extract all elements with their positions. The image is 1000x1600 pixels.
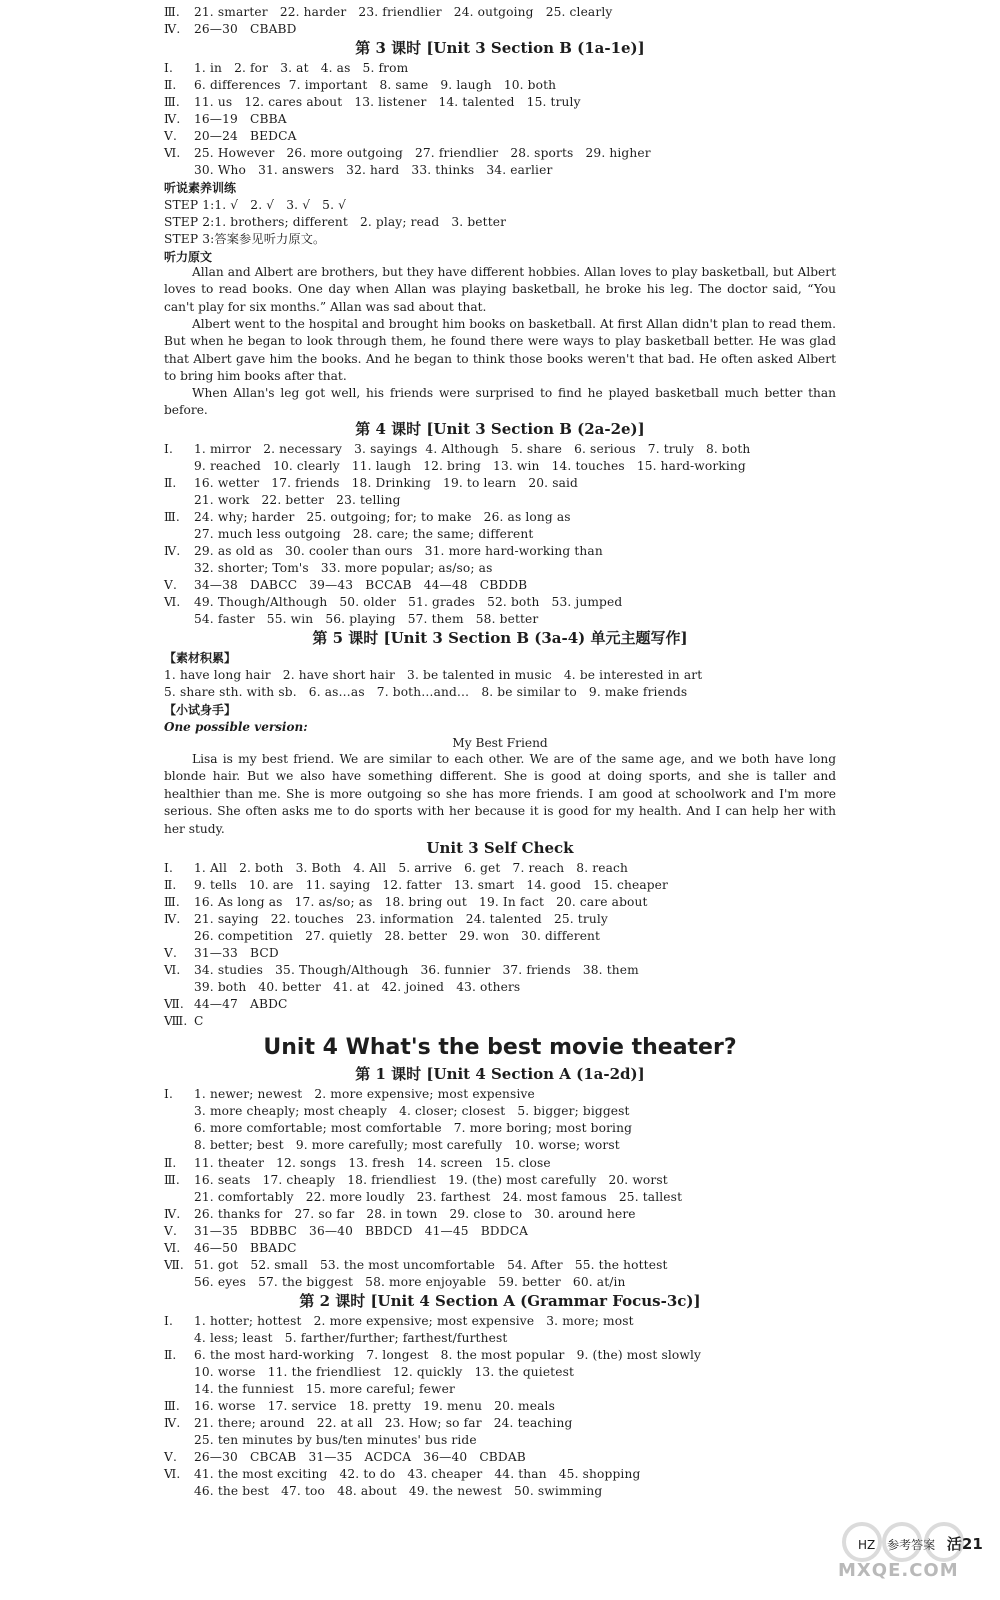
self-check-title: Unit 3 Self Check [426,839,574,857]
page-number: 活21 [946,1535,983,1553]
answer-line: Ⅰ. 1. hotter; hottest 2. more expensive; most expensive 3. more; most [164,1314,634,1328]
answer-line: 8. better; best 9. more carefully; most carefully 10. worse; worst [194,1138,620,1152]
footer-label: 参考答案 [887,1538,936,1552]
unit-4-heading: Unit 4 What's the best movie theater? [263,1035,737,1060]
book-code: HZ [858,1538,876,1552]
answer-line: Ⅲ. 16. seats 17. cheaply 18. friendliest 19. (the) most carefully 20. worst [164,1173,668,1187]
answer-line: Ⅳ. 16—19 CBBA [164,112,287,126]
phrase-line: 5. share sth. with sb. 6. as…as 7. both…and… 8. be similar to 9. make friends [164,685,688,699]
section-label: 听力原文 [164,250,213,264]
answer-line: Ⅲ. 21. smarter 22. harder 23. friendlier 24. outgoing 25. clearly [164,5,613,19]
answer-line: 6. more comfortable; most comfortable 7. more boring; most boring [194,1121,633,1135]
answer-line: Ⅲ. 24. why; harder 25. outgoing; for; to make 26. as long as [164,510,571,524]
answer-line: 32. shorter; Tom's 33. more popular; as/so; as [194,561,493,575]
answer-line: Ⅰ. 1. newer; newest 2. more expensive; most expensive [164,1087,535,1101]
essay-title: My Best Friend [452,736,548,750]
lesson-5-title: 第 5 课时 [Unit 3 Section B (3a-4) 单元主题写作] [312,629,688,647]
listening-paragraph: Allan and Albert are brothers, but they have different hobbies. Allan loves to play basketball, but Albert loves to read books. One day when Allan was playing basketball, he broke his leg. The doctor said, “You can't play for six months.” Allan was sad about that. [164,265,836,314]
unit-4-lesson-1-title: 第 1 课时 [Unit 4 Section A (1a-2d)] [355,1065,645,1083]
answer-line: 30. Who 31. answers 32. hard 33. thinks 34. earlier [194,163,553,177]
answer-line: Ⅰ. 1. mirror 2. necessary 3. sayings 4. Although 5. share 6. serious 7. truly 8. both [164,442,751,456]
watermark-text: MXQE.COM [838,1560,959,1581]
answer-line: Ⅵ. 41. the most exciting 42. to do 43. cheaper 44. than 45. shopping [164,1467,641,1481]
answer-line: 21. comfortably 22. more loudly 23. farthest 24. most famous 25. tallest [194,1190,683,1204]
lesson-3-title: 第 3 课时 [Unit 3 Section B (1a-1e)] [355,39,645,57]
section-label: 【素材积累】 [164,651,237,665]
answer-line: Ⅳ. 21. there; around 22. at all 23. How; so far 24. teaching [164,1416,573,1430]
answer-line: 14. the funniest 15. more careful; fewer [194,1382,455,1396]
section-label: 听说素养训练 [164,181,237,195]
answer-line: Ⅴ. 31—35 BDBBC 36—40 BBDCD 41—45 BDDCA [164,1224,529,1238]
answer-line: Ⅴ. 31—33 BCD [164,946,279,960]
unit-4-lesson-2-title: 第 2 课时 [Unit 4 Section A (Grammar Focus-3c)] [299,1292,701,1310]
answer-line: 25. ten minutes by bus/ten minutes' bus ride [194,1433,477,1447]
answer-line: Ⅰ. 1. in 2. for 3. at 4. as 5. from [164,61,409,75]
answer-line: Ⅶ. 44—47 ABDC [164,997,288,1011]
answer-line: 56. eyes 57. the biggest 58. more enjoyable 59. better 60. at/in [194,1275,626,1289]
lesson-4-title: 第 4 课时 [Unit 3 Section B (2a-2e)] [355,420,645,438]
answer-line: Ⅳ. 26—30 CBABD [164,22,297,36]
answer-line: 9. reached 10. clearly 11. laugh 12. bring 13. win 14. touches 15. hard-working [194,459,746,473]
answer-line: Ⅱ. 6. the most hard-working 7. longest 8. the most popular 9. (the) most slowly [164,1348,702,1362]
listening-paragraph: Albert went to the hospital and brought him books on basketball. At first Allan didn't plan to read them. But when he began to look through them, he found there were ways to play basketball better. He was glad that Albert gave him the books. And he began to think those books weren't that bad. He often asked Albert to bring him books after that. [164,317,836,384]
answer-line: Ⅷ. C [164,1014,204,1028]
answer-line: Ⅱ. 9. tells 10. are 11. saying 12. fatter 13. smart 14. good 15. cheaper [164,878,669,892]
answer-line: 21. work 22. better 23. telling [194,493,401,507]
answer-line: 39. both 40. better 41. at 42. joined 43. others [194,980,521,994]
listening-paragraph: When Allan's leg got well, his friends were surprised to find he played basketball much better than before. [164,386,836,418]
phrase-line: 1. have long hair 2. have short hair 3. be talented in music 4. be interested in art [164,668,703,682]
answer-line: Ⅲ. 16. As long as 17. as/so; as 18. bring out 19. In fact 20. care about [164,895,648,909]
answer-line: Ⅴ. 20—24 BEDCA [164,129,297,143]
step-line: STEP 1:1. √ 2. √ 3. √ 5. √ [164,198,347,212]
answer-line: Ⅵ. 46—50 BBADC [164,1241,297,1255]
answer-line: Ⅴ. 26—30 CBCAB 31—35 ACDCA 36—40 CBDAB [164,1450,526,1464]
answer-line: 27. much less outgoing 28. care; the same; different [194,527,534,541]
answer-line: 26. competition 27. quietly 28. better 29. won 30. different [194,929,601,943]
answer-line: Ⅲ. 16. worse 17. service 18. pretty 19. menu 20. meals [164,1399,555,1413]
essay-paragraph: Lisa is my best friend. We are similar to each other. We are of the same age, and we both have long blonde hair. But we also have something different. She is good at doing sports, and she is taller and healthier than me. She is more outgoing so she has more friends. I am good at schoolwork and I'm more serious. She often asks me to do sports with her because it is good for my health. And I can help her with her study. [164,752,836,836]
answer-line: Ⅴ. 34—38 DABCC 39—43 BCCAB 44—48 CBDDB [164,578,528,592]
answer-line: Ⅰ. 1. All 2. both 3. Both 4. All 5. arrive 6. get 7. reach 8. reach [164,861,628,875]
step-line: STEP 2:1. brothers; different 2. play; read 3. better [164,215,507,229]
answer-line: Ⅳ. 29. as old as 30. cooler than ours 31. more hard-working than [164,544,603,558]
answer-line: Ⅶ. 51. got 52. small 53. the most uncomfortable 54. After 55. the hottest [164,1258,668,1272]
answer-line: 3. more cheaply; most cheaply 4. closer; closest 5. bigger; biggest [194,1104,630,1118]
answer-line: Ⅱ. 6. differences 7. important 8. same 9. laugh 10. both [164,78,557,92]
answer-line: Ⅱ. 16. wetter 17. friends 18. Drinking 19. to learn 20. said [164,476,579,490]
answer-line: Ⅵ. 34. studies 35. Though/Although 36. funnier 37. friends 38. them [164,963,639,977]
answer-line: Ⅵ. 25. However 26. more outgoing 27. friendlier 28. sports 29. higher [164,146,651,160]
step-line: STEP 3:答案参见听力原文。 [164,232,326,246]
answer-line: 46. the best 47. too 48. about 49. the newest 50. swimming [194,1484,603,1498]
answer-line: Ⅵ. 49. Though/Although 50. older 51. grades 52. both 53. jumped [164,595,623,609]
answer-line: Ⅲ. 11. us 12. cares about 13. listener 14. talented 15. truly [164,95,581,109]
answer-line: 4. less; least 5. farther/further; farthest/furthest [194,1331,508,1345]
answer-line: 10. worse 11. the friendliest 12. quickly 13. the quietest [194,1365,575,1379]
answer-line: 54. faster 55. win 56. playing 57. them 58. better [194,612,539,626]
answer-line: Ⅳ. 26. thanks for 27. so far 28. in town 29. close to 30. around here [164,1207,636,1221]
version-label: One possible version: [164,720,308,734]
section-label: 【小试身手】 [164,703,237,717]
answer-line: Ⅳ. 21. saying 22. touches 23. information 24. talented 25. truly [164,912,608,926]
answer-line: Ⅱ. 11. theater 12. songs 13. fresh 14. screen 15. close [164,1156,551,1170]
